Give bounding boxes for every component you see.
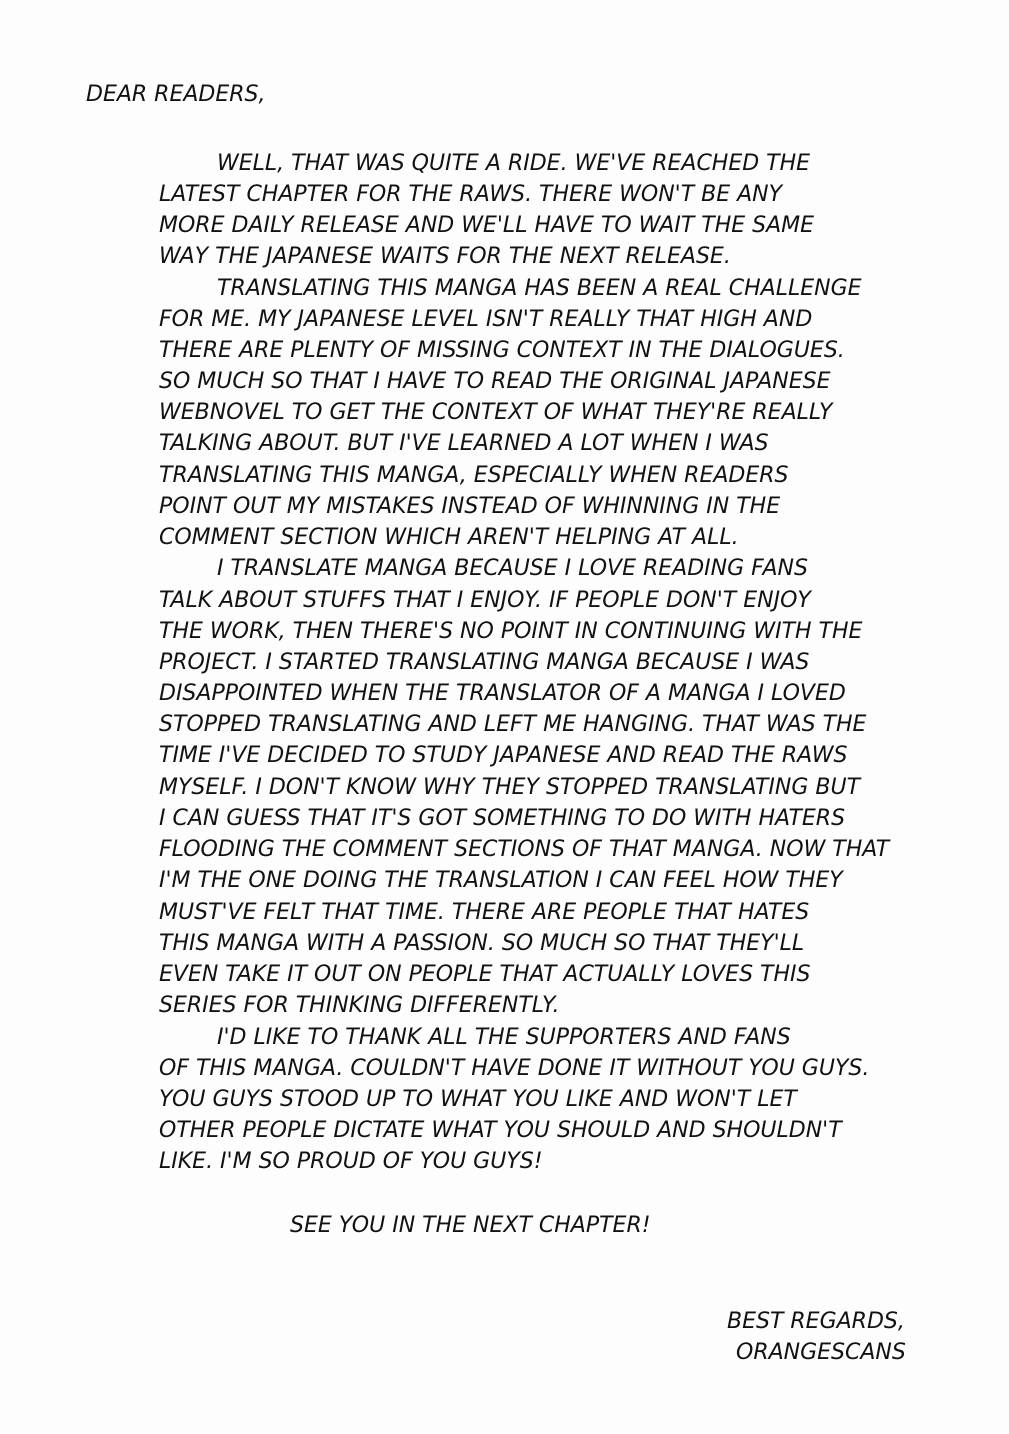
regards-line: BEST REGARDS, xyxy=(727,1309,905,1334)
paragraph-line: MYSELF. I DON'T KNOW WHY THEY STOPPED TRANSLATING BUT xyxy=(159,775,861,800)
paragraph-line: EVEN TAKE IT OUT ON PEOPLE THAT ACTUALLY LOVES THIS xyxy=(159,962,811,987)
paragraph-line: TALK ABOUT STUFFS THAT I ENJOY. IF PEOPLE DON'T ENJOY xyxy=(159,588,811,613)
paragraph-line: WELL, THAT WAS QUITE A RIDE. WE'VE REACHED THE xyxy=(217,151,811,176)
paragraph-line: OTHER PEOPLE DICTATE WHAT YOU SHOULD AND SHOULDN'T xyxy=(159,1118,842,1143)
paragraph-line: DISAPPOINTED WHEN THE TRANSLATOR OF A MANGA I LOVED xyxy=(159,681,846,706)
paragraph-line: I'D LIKE TO THANK ALL THE SUPPORTERS AND FANS xyxy=(217,1025,791,1050)
paragraph-line: MORE DAILY RELEASE AND WE'LL HAVE TO WAIT THE SAME xyxy=(159,213,815,238)
paragraph-line: TIME I'VE DECIDED TO STUDY JAPANESE AND READ THE RAWS xyxy=(159,743,848,768)
paragraph-line: LATEST CHAPTER FOR THE RAWS. THERE WON'T BE ANY xyxy=(159,182,783,207)
paragraph-line: WAY THE JAPANESE WAITS FOR THE NEXT RELEASE. xyxy=(159,244,731,269)
paragraph-line: THIS MANGA WITH A PASSION. SO MUCH SO THAT THEY'LL xyxy=(159,931,805,956)
paragraph-line: YOU GUYS STOOD UP TO WHAT YOU LIKE AND WON'T LET xyxy=(159,1087,797,1112)
salutation: DEAR READERS, xyxy=(86,82,266,107)
paragraph-line: PROJECT. I STARTED TRANSLATING MANGA BECAUSE I WAS xyxy=(159,650,810,675)
paragraph-line: COMMENT SECTION WHICH AREN'T HELPING AT ALL. xyxy=(159,525,739,550)
signature: ORANGESCANS xyxy=(736,1340,906,1365)
paragraph-line: THE WORK, THEN THERE'S NO POINT IN CONTINUING WITH THE xyxy=(159,619,863,644)
closing-line: SEE YOU IN THE NEXT CHAPTER! xyxy=(290,1213,651,1238)
paragraph-line: I CAN GUESS THAT IT'S GOT SOMETHING TO DO WITH HATERS xyxy=(159,806,846,831)
paragraph-line: MUST'VE FELT THAT TIME. THERE ARE PEOPLE THAT HATES xyxy=(159,900,810,925)
paragraph-line: STOPPED TRANSLATING AND LEFT ME HANGING. THAT WAS THE xyxy=(159,712,867,737)
paragraph-line: I'M THE ONE DOING THE TRANSLATION I CAN FEEL HOW THEY xyxy=(159,868,843,893)
paragraph-line: OF THIS MANGA. COULDN'T HAVE DONE IT WITHOUT YOU GUYS. xyxy=(159,1056,870,1081)
paragraph-line: SO MUCH SO THAT I HAVE TO READ THE ORIGINAL JAPANESE xyxy=(159,369,831,394)
paragraph-line: WEBNOVEL TO GET THE CONTEXT OF WHAT THEY'RE REALLY xyxy=(159,400,833,425)
paragraph-line: LIKE. I'M SO PROUD OF YOU GUYS! xyxy=(159,1149,543,1174)
paragraph-line: FLOODING THE COMMENT SECTIONS OF THAT MANGA. NOW THAT xyxy=(159,837,890,862)
paragraph-line: TALKING ABOUT. BUT I'VE LEARNED A LOT WHEN I WAS xyxy=(159,431,769,456)
paragraph-line: POINT OUT MY MISTAKES INSTEAD OF WHINNING IN THE xyxy=(159,494,781,519)
paragraph-line: TRANSLATING THIS MANGA, ESPECIALLY WHEN READERS xyxy=(159,463,789,488)
paragraph-line: THERE ARE PLENTY OF MISSING CONTEXT IN THE DIALOGUES. xyxy=(159,338,845,363)
paragraph-line: FOR ME. MY JAPANESE LEVEL ISN'T REALLY THAT HIGH AND xyxy=(159,307,813,332)
paragraph-line: I TRANSLATE MANGA BECAUSE I LOVE READING FANS xyxy=(217,556,808,581)
paragraph-line: TRANSLATING THIS MANGA HAS BEEN A REAL CHALLENGE xyxy=(217,276,862,301)
paragraph-line: SERIES FOR THINKING DIFFERENTLY. xyxy=(159,993,560,1018)
